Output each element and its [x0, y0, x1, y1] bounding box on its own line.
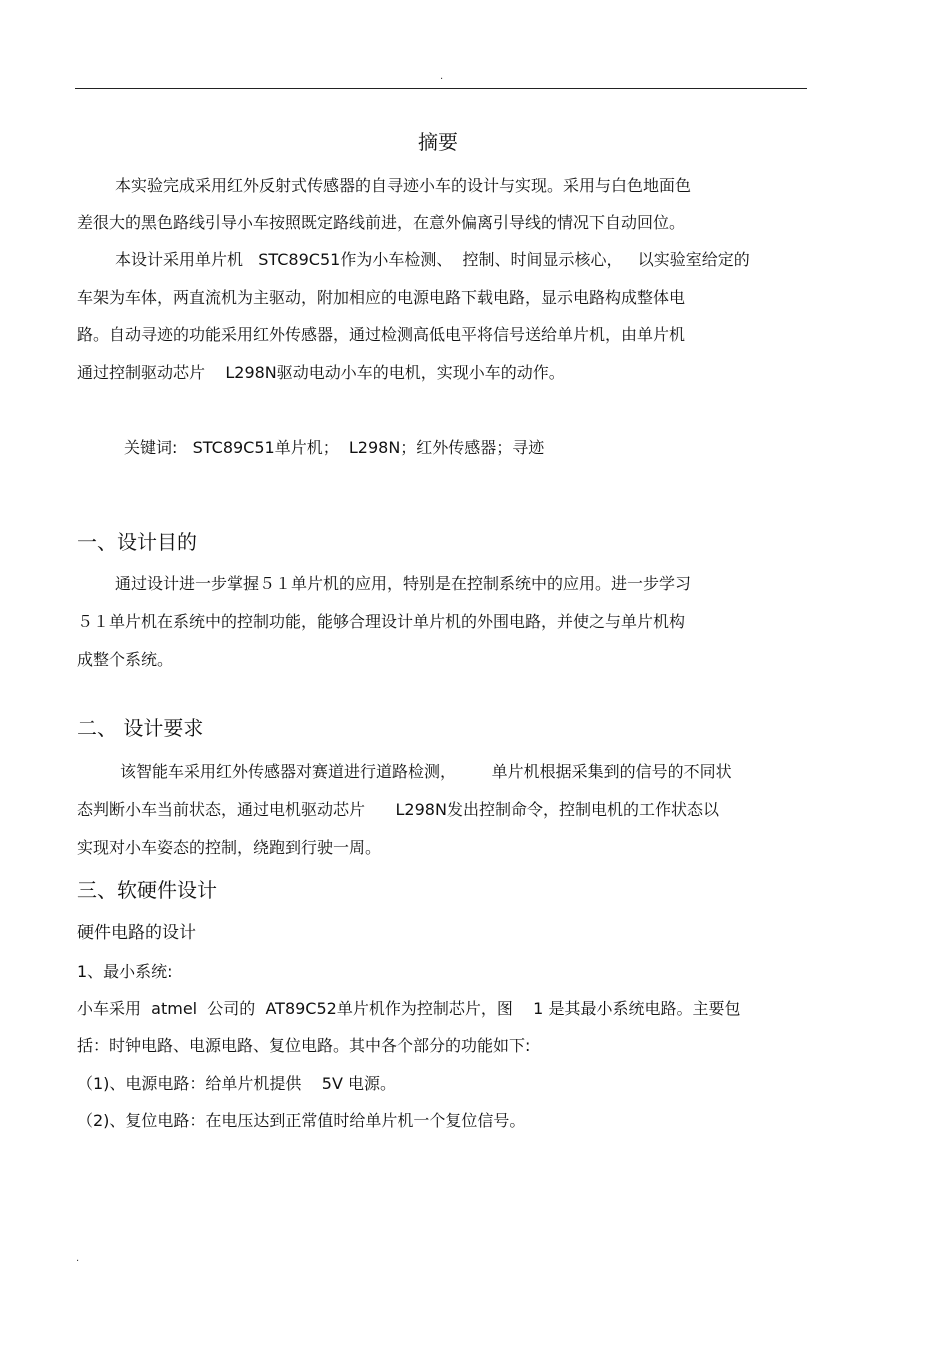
section-heading: 二、 设计要求 — [77, 716, 204, 740]
body-line: 小车采用 atmel 公司的 AT89C52单片机作为控制芯片，图 1 是其最小系统电路。主要包 — [77, 999, 741, 1018]
item-title: 1、最小系统: — [77, 962, 173, 981]
abstract-line: 本实验完成采用红外反射式传感器的自寻迹小车的设计与实现。采用与白色地面色 — [115, 176, 692, 195]
body-line: 态判断小车当前状态，通过电机驱动芯片 L298N发出控制命令，控制电机的工作状态以 — [77, 800, 719, 819]
abstract-line: 通过控制驱动芯片 L298N驱动电动小车的电机，实现小车的动作。 — [77, 363, 565, 382]
header-mark: . — [440, 71, 444, 82]
body-line: 成整个系统。 — [77, 650, 174, 669]
list-item: （2)、复位电路：在电压达到正常值时给单片机一个复位信号。 — [77, 1111, 526, 1130]
footer-mark: . — [76, 1253, 80, 1264]
body-line: 实现对小车姿态的控制，绕跑到行驶一周。 — [77, 838, 382, 857]
subsection-heading: 硬件电路的设计 — [77, 923, 196, 943]
abstract-line: 本设计采用单片机 STC89C51作为小车检测、 控制、时间显示核心， 以实验室给定的 — [115, 250, 750, 269]
abstract-line: 差很大的黑色路线引导小车按照既定路线前进，在意外偏离引导线的情况下自动回位。 — [77, 213, 686, 232]
keywords-line: 关键词: STC89C51单片机； L298N；红外传感器；寻迹 — [124, 438, 545, 457]
abstract-line: 车架为车体，两直流机为主驱动，附加相应的电源电路下载电路，显示电路构成整体电 — [77, 288, 686, 307]
body-line: 该智能车采用红外传感器对赛道进行道路检测， 单片机根据采集到的信号的不同状 — [120, 762, 732, 781]
abstract-line: 路。自动寻迹的功能采用红外传感器，通过检测高低电平将信号送给单片机，由单片机 — [77, 325, 686, 344]
section-heading: 一、设计目的 — [77, 530, 197, 554]
body-line: 括：时钟电路、电源电路、复位电路。其中各个部分的功能如下: — [77, 1036, 531, 1055]
abstract-title: 摘要 — [418, 130, 458, 154]
body-line: ５１单片机在系统中的控制功能，能够合理设计单片机的外围电路，并使之与单片机构 — [77, 612, 686, 631]
header-rule — [75, 88, 807, 89]
section-heading: 三、软硬件设计 — [77, 878, 217, 902]
body-line: 通过设计进一步掌握５１单片机的应用，特别是在控制系统中的应用。进一步学习 — [115, 574, 692, 593]
list-item: （1)、电源电路：给单片机提供 5V 电源。 — [77, 1074, 396, 1093]
